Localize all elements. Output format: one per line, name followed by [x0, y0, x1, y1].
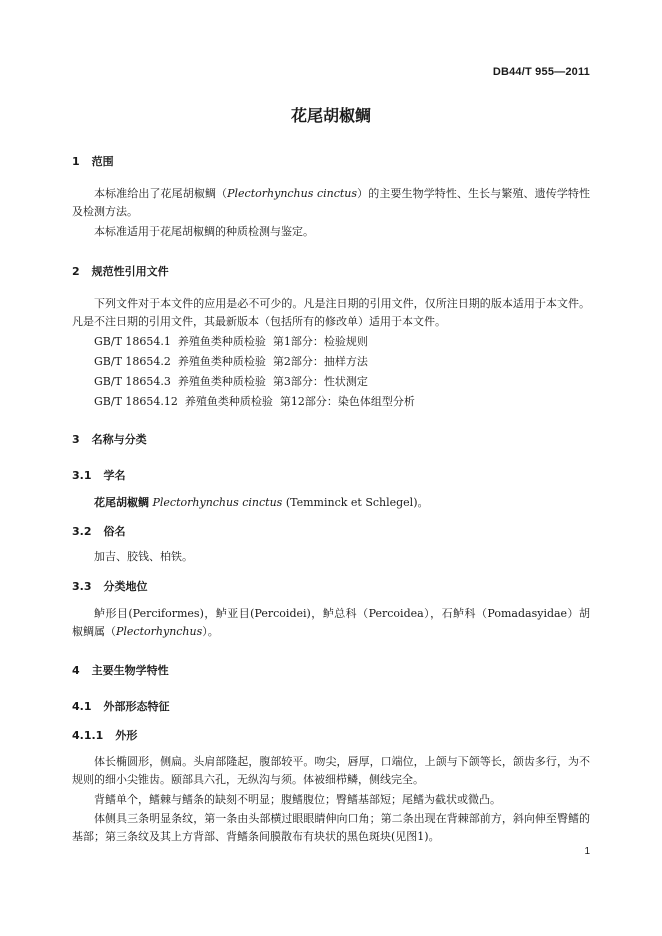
scientific-name-paragraph: 花尾胡椒鲷 Plectorhynchus cinctus (Temminck et Schlegel)。: [94, 496, 429, 509]
section-label: 规范性引用文件: [91, 265, 169, 278]
normative-references-paragraph: 下列文件对于本文件的应用是必不可少的。凡是注日期的引用文件，仅所注日期的版本适用于本文件。凡是不注日期的引用文件，其最新版本（包括所有的修改单）适用于本文件。: [72, 297, 590, 328]
section-number: 4.1.1: [72, 729, 104, 742]
reference-item: GB/T 18654.12 养殖鱼类种质检验 第12部分：染色体组型分析: [94, 395, 415, 408]
reference-item: GB/T 18654.1 养殖鱼类种质检验 第1部分：检验规则: [94, 335, 368, 348]
section-number: 4.1: [72, 700, 92, 713]
section-4-1-heading: [72, 698, 170, 714]
section-number: 3.3: [72, 580, 92, 593]
stripes-paragraph: 体侧具三条明显条纹，第一条由头部横过眼眼睛伸向口角；第二条出现在背棘部前方，斜向伸至臀鳍的基部；第三条纹及其上方背部、背鳍条间膜散布有块状的黑色斑块(见图1)。: [72, 812, 590, 843]
section-label: 外部形态特征: [103, 700, 170, 713]
reference-item: GB/T 18654.2 养殖鱼类种质检验 第2部分：抽样方法: [94, 355, 368, 368]
scope-paragraph-1: 本标准给出了花尾胡椒鲷（Plectorhynchus cinctus）的主要生物学特性、生长与繁殖、遗传学特性及检测方法。: [72, 187, 591, 218]
section-label: 分类地位: [103, 580, 148, 593]
common-names-paragraph: 加吉、胶钱、柏铁。: [94, 550, 193, 563]
section-2-heading: [72, 263, 169, 279]
section-3-1-heading: [72, 467, 126, 483]
species-latin-name: Plectorhynchus cinctus: [227, 187, 358, 200]
standard-number: DB44/T 955—2011: [492, 66, 590, 78]
section-1-heading: [72, 153, 114, 169]
body-shape-paragraph: 体长椭圆形，侧扁。头肩部隆起，腹部较平。吻尖，唇厚，口端位，上颌与下颌等长，颌齿多行，为不规则的细小尖锥齿。颐部具六孔，无纵沟与须。体被细栉鳞，侧线完全。: [72, 755, 590, 786]
section-3-heading: [72, 431, 147, 447]
section-number: 2: [72, 265, 80, 278]
document-title: 花尾胡椒鲷: [290, 106, 371, 125]
genus-latin-name: Plectorhynchus: [116, 625, 203, 638]
species-latin-name: Plectorhynchus cinctus: [152, 496, 283, 509]
taxonomy-paragraph: 鲈形目(Perciformes)，鲈亚目(Percoidei)，鲈总科（Percoidea），石鲈科（Pomadasyidae）胡椒鲷属（Plectorhynchus）。: [72, 607, 590, 638]
section-3-3-heading: [72, 578, 148, 594]
section-label: 学名: [103, 469, 126, 482]
section-4-heading: [72, 662, 169, 678]
section-number: 3: [72, 433, 80, 446]
section-3-2-heading: [72, 523, 126, 539]
section-label: 外形: [115, 729, 138, 742]
section-label: 范围: [91, 155, 114, 168]
section-number: 3.1: [72, 469, 92, 482]
section-label: 名称与分类: [91, 433, 147, 446]
section-number: 3.2: [72, 525, 92, 538]
section-number: 4: [72, 664, 80, 677]
page-number: 1: [584, 846, 590, 857]
section-label: 主要生物学特性: [91, 664, 169, 677]
section-4-1-1-heading: [72, 727, 137, 743]
fins-paragraph: 背鳍单个，鳍棘与鳍条的缺刻不明显；腹鳍腹位；臀鳍基部短；尾鳍为截状或微凸。: [94, 793, 501, 806]
reference-item: GB/T 18654.3 养殖鱼类种质检验 第3部分：性状测定: [94, 375, 368, 388]
scope-paragraph-2: 本标准适用于花尾胡椒鲷的种质检测与鉴定。: [94, 225, 314, 238]
section-number: 1: [72, 155, 80, 168]
section-label: 俗名: [103, 525, 126, 538]
chinese-name: 花尾胡椒鲷: [94, 496, 149, 509]
